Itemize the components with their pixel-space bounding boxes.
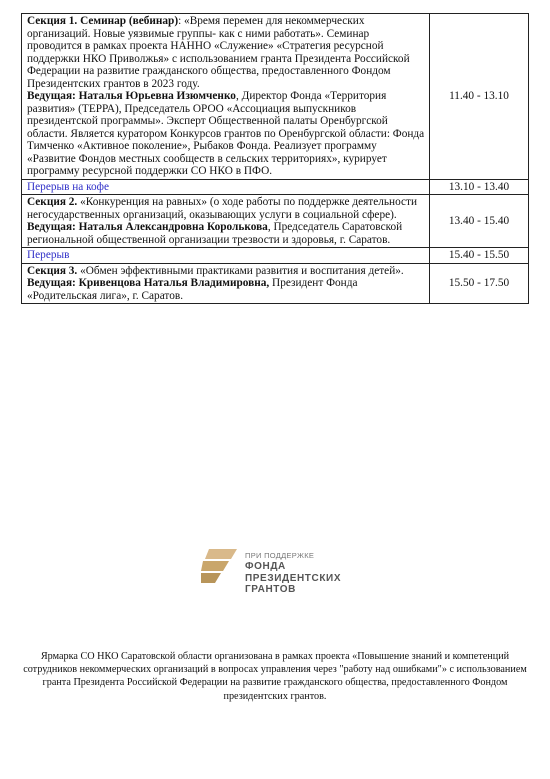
section-3-title: Секция 3. <box>27 264 78 277</box>
section-1-host-bio: , Директор Фонда «Территория развития» (ТЕРРА), Председатель ОРОО «Ассоциация выпускников президентской программы». Эксперт Общественной палаты Оренбургской области. Является куратором Конкурсов грантов по Оренбургской области: Фонда Тимченко «Активное поколение», Рыбаков Фонда. Реализует программу «Развитие Фондов местных сообществ в сельских территориях», курирует программу ресурсной поддержки СО НКО в ПФО. <box>27 90 425 177</box>
section-3-description <box>22 263 430 304</box>
coffee-break-label: Перерыв на кофе <box>22 179 430 195</box>
section-2-title: Секция 2. <box>27 196 78 208</box>
section-2-description <box>22 195 430 248</box>
fund-emblem-icon <box>201 547 241 583</box>
schedule-table <box>21 13 529 304</box>
break-label: Перерыв <box>22 248 430 264</box>
section-1-title: Секция 1. Семинар (вебинар) <box>27 15 179 27</box>
break-time: 15.40 - 15.50 <box>430 248 529 264</box>
logo-title <box>245 561 341 596</box>
presidential-grants-fund-logo <box>201 545 361 605</box>
coffee-break-time: 13.10 - 13.40 <box>430 179 529 195</box>
section-1-time: 11.40 - 13.10 <box>430 14 529 180</box>
table-row-break <box>22 248 529 264</box>
section-2-host: Ведущая: Наталья Александровна Королькова <box>27 221 268 233</box>
footer-note: Ярмарка СО НКО Саратовской области организована в рамках проекта «Повышение знаний и компетенций сотрудников некоммерческих организаций в вопросах управления через "работу над ошибками"» с использованием гранта Президента Российской Федерации на развитие гражданского общества, предоставленного Фондом президентских грантов. <box>23 651 527 702</box>
section-2-host-bio: , Председатель Саратовской региональной общественной организации трезвости и здоровья, г. Саратов. <box>27 221 403 246</box>
section-1-topic: : «Время перемен для некоммерческих организаций. Новые уязвимые группы- как с ними работать». Семинар проводится в рамках проекта НАННО «Служение» «Стратегия ресурсной поддержки НКО Приволжья» с использованием гранта Президента Российской Федерации на развитие гражданского общества, предоставленного Фондом Президентских грантов в 2023 году. <box>27 15 410 90</box>
section-3-topic: «Обмен эффективными практиками развития и воспитания детей». <box>77 264 404 277</box>
section-3-host: Ведущая: Кривенцова Наталья Владимировна, <box>27 277 270 289</box>
logo-line-2: ПРЕЗИДЕНТСКИХ <box>245 572 342 584</box>
table-row-section-3 <box>22 263 529 304</box>
section-2-time: 13.40 - 15.40 <box>430 195 529 248</box>
table-row-section-1 <box>22 14 529 180</box>
logo-small-text: ПРИ ПОДДЕРЖКЕ <box>245 551 315 560</box>
section-3-host-bio: Президент Фонда «Родительская лига», г. Саратов. <box>27 277 358 302</box>
section-1-host: Ведущая: Наталья Юрьевна Изюмченко <box>27 90 236 102</box>
table-row-coffee-break <box>22 179 529 195</box>
section-3-time: 15.50 - 17.50 <box>430 263 529 304</box>
table-row-section-2 <box>22 195 529 248</box>
logo-line-1: ФОНДА <box>245 561 286 572</box>
section-2-topic: «Конкуренция на равных» (о ходе работы по поддержке деятельности негосударственных организаций, оказывающих услуги в социальной сфере). <box>27 196 418 221</box>
logo-line-3: ГРАНТОВ <box>245 584 296 595</box>
section-1-description <box>22 14 430 180</box>
